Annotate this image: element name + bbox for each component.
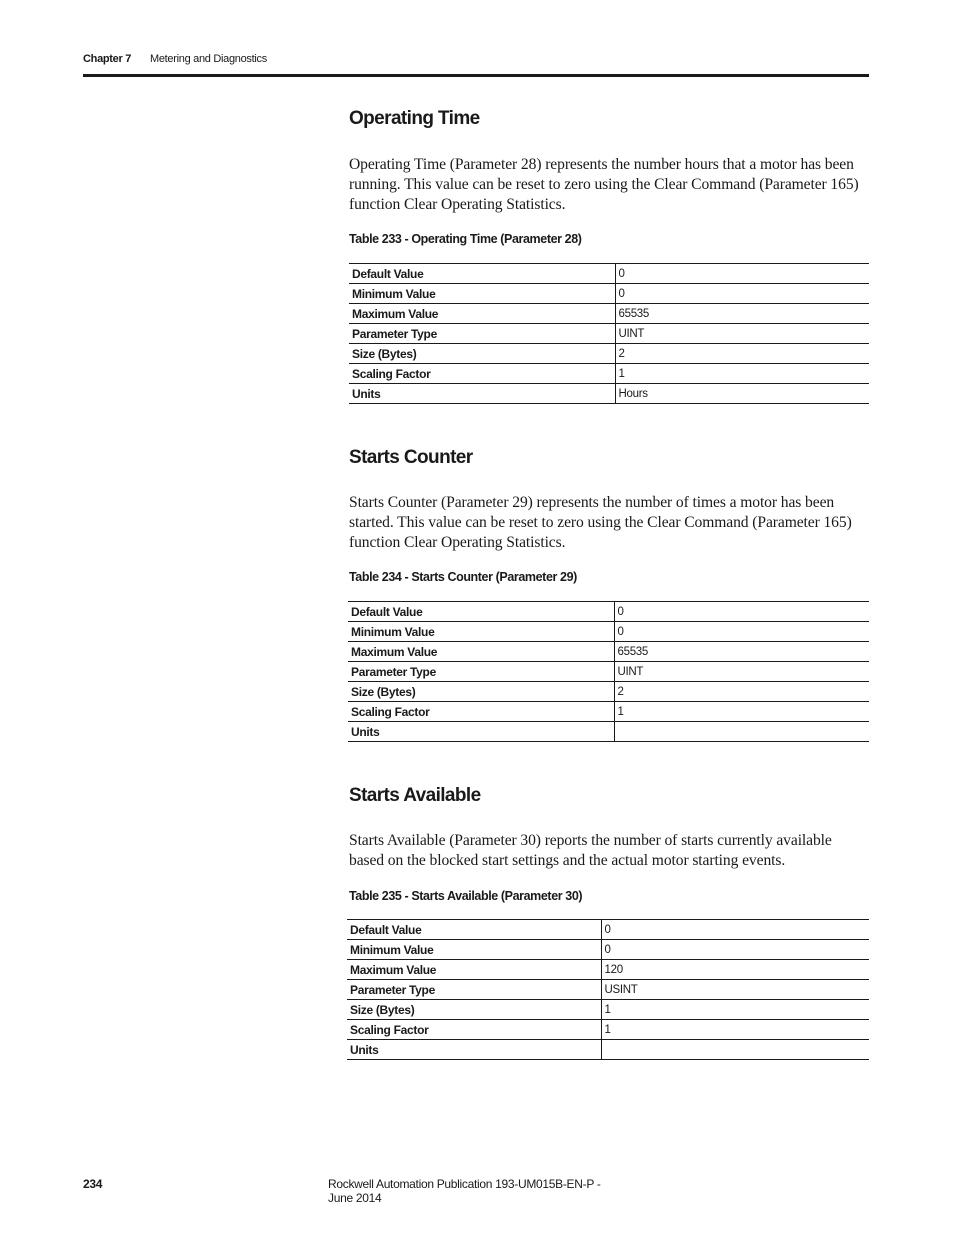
section-starts-counter xyxy=(349,447,869,469)
section-operating-time xyxy=(349,108,869,130)
parameter-value-cell xyxy=(601,1040,869,1060)
table-row xyxy=(349,344,869,364)
parameter-value-cell: UINT xyxy=(615,324,869,344)
parameter-name-cell: Minimum Value xyxy=(349,284,615,304)
parameter-name-cell: Size (Bytes) xyxy=(349,344,615,364)
table-row xyxy=(347,940,869,960)
parameter-table xyxy=(349,263,869,404)
parameter-name-cell: Units xyxy=(349,384,615,404)
parameter-name-cell: Default Value xyxy=(347,920,601,940)
parameter-value-cell: 0 xyxy=(601,920,869,940)
parameter-name-cell: Scaling Factor xyxy=(347,1020,601,1040)
section-heading: Starts Counter xyxy=(349,447,473,468)
parameter-value-cell: 1 xyxy=(615,364,869,384)
parameter-value-cell: Hours xyxy=(615,384,869,404)
chapter-label: Chapter 7 xyxy=(83,53,132,65)
parameter-value-cell: 2 xyxy=(614,682,869,702)
table-row xyxy=(349,384,869,404)
parameter-value-cell: 1 xyxy=(601,1020,869,1040)
table-row xyxy=(349,304,869,324)
section-paragraph: Starts Counter (Parameter 29) represents the number of times a motor has been started. This value can be reset to zero using the Clear Command (Parameter 165) function Clear Operating Statistics. xyxy=(349,494,852,551)
section-starts-available xyxy=(349,785,869,807)
table-row xyxy=(347,1000,869,1020)
parameter-value-cell: 0 xyxy=(601,940,869,960)
table-row xyxy=(348,622,869,642)
table-row xyxy=(347,1020,869,1040)
parameter-name-cell: Scaling Factor xyxy=(349,364,615,384)
parameter-name-cell: Parameter Type xyxy=(349,324,615,344)
parameter-name-cell: Maximum Value xyxy=(349,304,615,324)
section-heading: Starts Available xyxy=(349,785,481,806)
table-row xyxy=(347,980,869,1000)
parameter-value-cell: 120 xyxy=(601,960,869,980)
parameter-value-cell: 1 xyxy=(614,702,869,722)
parameter-value-cell: 0 xyxy=(615,264,869,284)
section-heading: Operating Time xyxy=(349,108,480,129)
section-paragraph: Starts Available (Parameter 30) reports the number of starts currently available based on the blocked start settings and the actual motor starting events. xyxy=(349,832,832,869)
table-row xyxy=(348,722,869,742)
parameter-name-cell: Minimum Value xyxy=(348,622,614,642)
parameter-value-cell: 0 xyxy=(615,284,869,304)
parameter-name-cell: Parameter Type xyxy=(348,662,614,682)
table-row xyxy=(348,662,869,682)
page-number: 234 xyxy=(83,1177,103,1191)
header-divider xyxy=(83,74,869,77)
chapter-title: Metering and Diagnostics xyxy=(150,53,267,65)
parameter-name-cell: Default Value xyxy=(349,264,615,284)
table-row xyxy=(349,284,869,304)
parameter-value-cell: 0 xyxy=(614,602,869,622)
parameter-value-cell: USINT xyxy=(601,980,869,1000)
parameter-value-cell: 0 xyxy=(614,622,869,642)
parameter-name-cell: Minimum Value xyxy=(347,940,601,960)
parameter-name-cell: Units xyxy=(348,722,614,742)
parameter-name-cell: Units xyxy=(347,1040,601,1060)
parameter-table xyxy=(348,601,869,742)
table-caption: Table 233 - Operating Time (Parameter 28) xyxy=(349,232,582,246)
table-row xyxy=(348,642,869,662)
section-body xyxy=(349,493,869,553)
section-paragraph: Operating Time (Parameter 28) represents the number hours that a motor has been running. This value can be reset to zero using the Clear Command (Parameter 165) function Clear Operating Statistics. xyxy=(349,156,859,213)
parameter-value-cell: 65535 xyxy=(614,642,869,662)
parameter-value-cell: 1 xyxy=(601,1000,869,1020)
table-row xyxy=(349,324,869,344)
parameter-name-cell: Parameter Type xyxy=(347,980,601,1000)
table-row xyxy=(348,682,869,702)
parameter-name-cell: Size (Bytes) xyxy=(348,682,614,702)
table-row xyxy=(348,602,869,622)
table-caption: Table 235 - Starts Available (Parameter 30) xyxy=(349,889,583,903)
parameter-value-cell: 2 xyxy=(615,344,869,364)
table-caption: Table 234 - Starts Counter (Parameter 29) xyxy=(349,570,577,584)
parameter-name-cell: Scaling Factor xyxy=(348,702,614,722)
parameter-name-cell: Size (Bytes) xyxy=(347,1000,601,1020)
parameter-name-cell: Maximum Value xyxy=(348,642,614,662)
parameter-name-cell: Default Value xyxy=(348,602,614,622)
parameter-name-cell: Maximum Value xyxy=(347,960,601,980)
parameter-value-cell: UINT xyxy=(614,662,869,682)
table-row xyxy=(347,960,869,980)
section-body xyxy=(349,155,869,215)
parameter-table xyxy=(347,919,869,1060)
table-row xyxy=(349,364,869,384)
table-row xyxy=(348,702,869,722)
table-row xyxy=(347,1040,869,1060)
section-body xyxy=(349,831,869,871)
table-row xyxy=(347,920,869,940)
table-row xyxy=(349,264,869,284)
parameter-value-cell: 65535 xyxy=(615,304,869,324)
publication-info: Rockwell Automation Publication 193-UM015B-EN-P - June 2014 xyxy=(328,1177,601,1205)
parameter-value-cell xyxy=(614,722,869,742)
